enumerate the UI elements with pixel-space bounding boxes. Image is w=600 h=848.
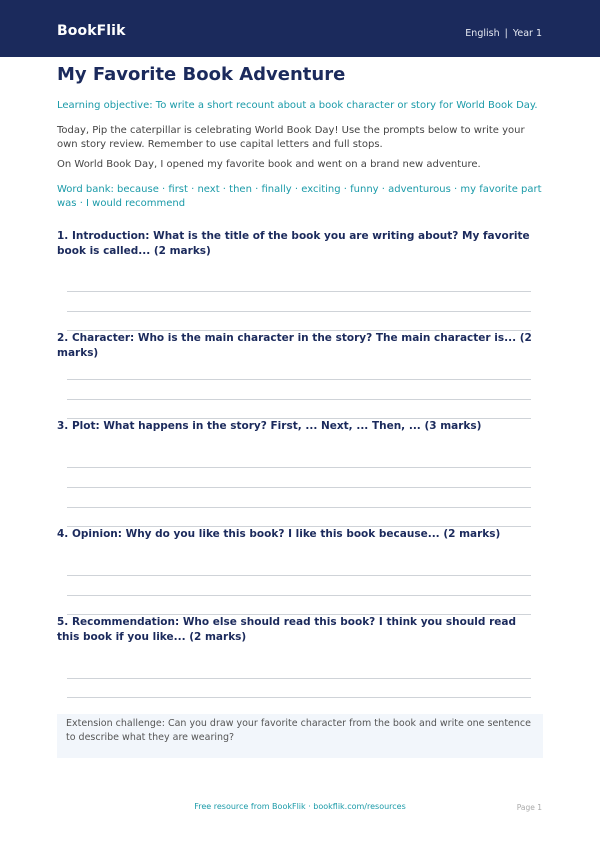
answer-line-2a[interactable] [67, 379, 531, 380]
answer-line-4a[interactable] [67, 575, 531, 576]
top-header [0, 0, 600, 57]
extension-challenge: Extension challenge: Can you draw your favorite character from the book and write one sentence to describe what they are wearing? [66, 718, 531, 743]
question-4: 4. Opinion: Why do you like this book? I like this book because... (2 marks) [57, 528, 501, 540]
answer-line-3c[interactable] [67, 507, 531, 508]
question-1: 1. Introduction: What is the title of the book you are writing about? My favorite book is called... (2 marks) [57, 230, 530, 257]
answer-line-1b[interactable] [67, 311, 531, 312]
year-label: Year 1 [512, 28, 542, 39]
answer-line-5b[interactable] [67, 697, 531, 698]
header-meta [465, 28, 542, 39]
answer-line-3b[interactable] [67, 487, 531, 488]
footer-link[interactable]: Free resource from BookFlik · bookflik.com/resources [194, 802, 406, 811]
answer-line-2b[interactable] [67, 399, 531, 400]
question-3: 3. Plot: What happens in the story? First, ... Next, ... Then, ... (3 marks) [57, 420, 482, 432]
page-number: Page 1 [516, 803, 542, 812]
subject-label: English [465, 28, 500, 39]
learning-objective: Learning objective: To write a short recount about a book character or story for World Book Day. [57, 100, 538, 111]
answer-line-1a[interactable] [67, 291, 531, 292]
answer-line-4b[interactable] [67, 595, 531, 596]
intro-text: Today, Pip the caterpillar is celebrating World Book Day! Use the prompts below to write your own story review. Remember to use capital letters and full stops. [57, 125, 525, 150]
starter-sentence: On World Book Day, I opened my favorite book and went on a brand new adventure. [57, 159, 481, 170]
answer-line-3a[interactable] [67, 467, 531, 468]
header-separator: | [504, 28, 508, 39]
question-5: 5. Recommendation: Who else should read this book? I think you should read this book if you like... (2 marks) [57, 616, 516, 643]
question-2: 2. Character: Who is the main character in the story? The main character is... (2 marks) [57, 332, 532, 359]
extension-box [57, 714, 543, 758]
brand-logo-text[interactable]: BookFlik [57, 23, 126, 39]
word-bank: Word bank: because · first · next · then · finally · exciting · funny · adventurous · my favorite part was · I would recommend [57, 184, 542, 209]
page-title: My Favorite Book Adventure [57, 64, 346, 85]
answer-line-5a[interactable] [67, 678, 531, 679]
